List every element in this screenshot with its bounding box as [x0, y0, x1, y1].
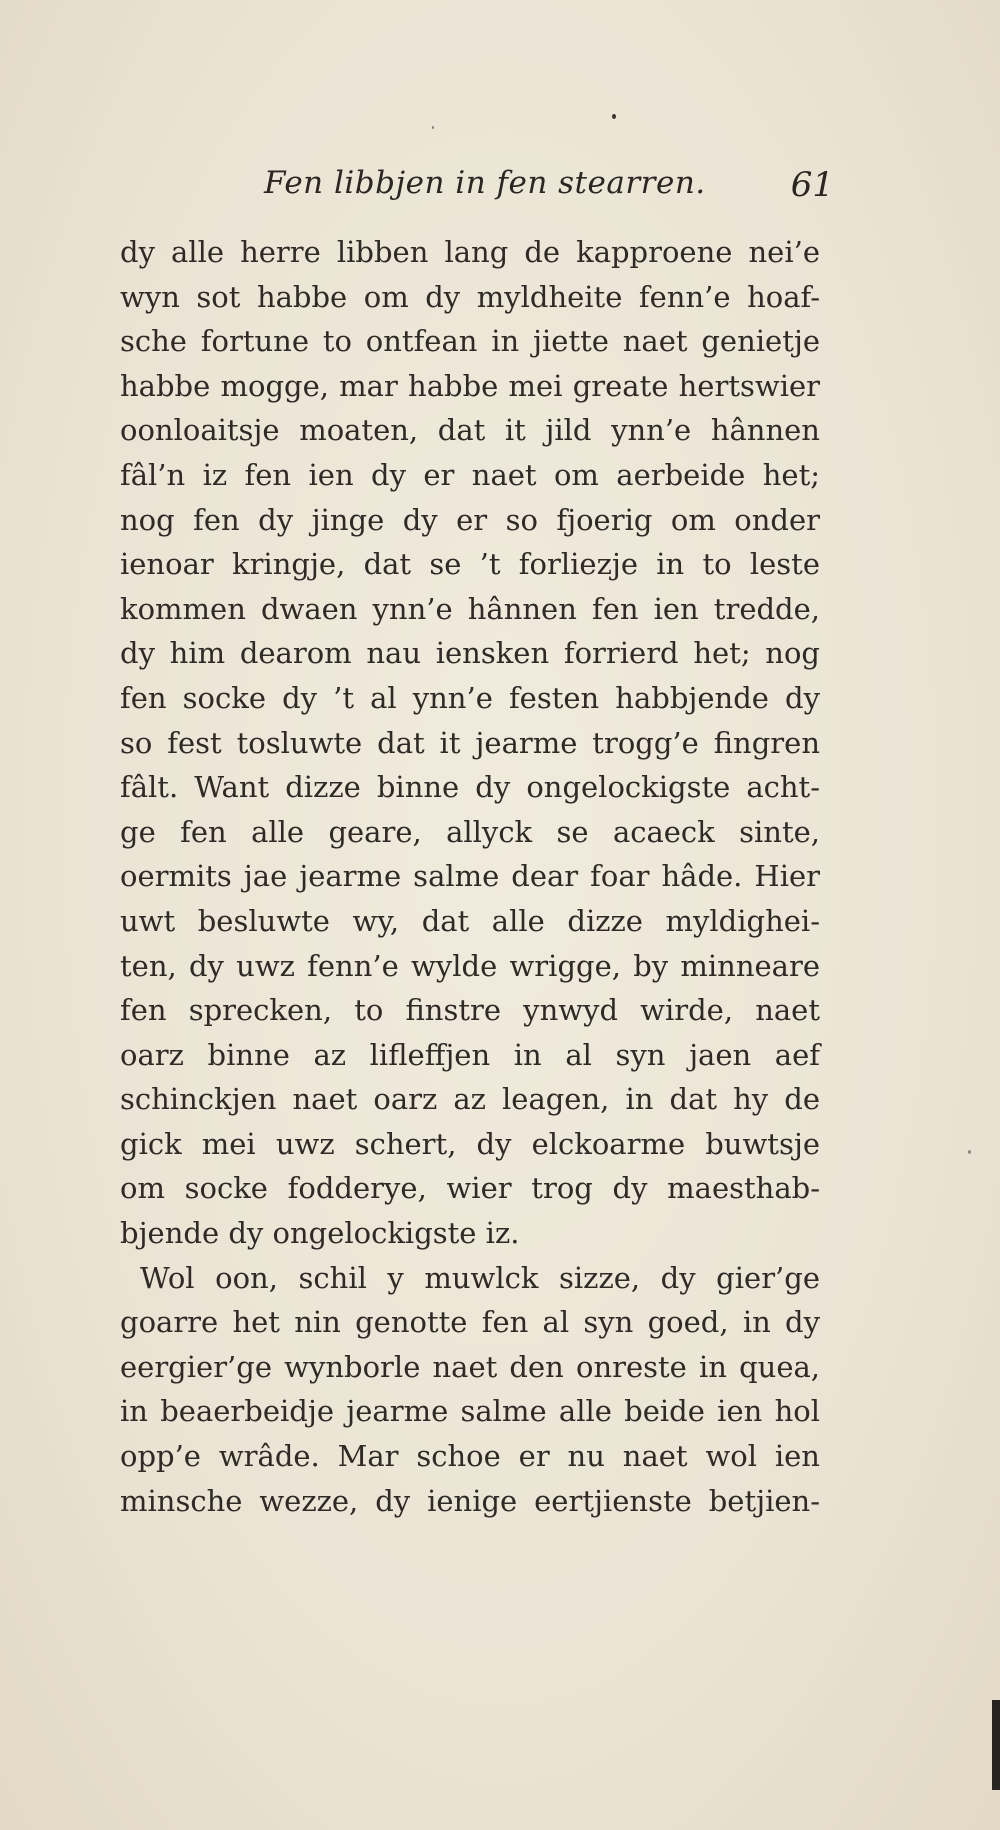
- text-line: dy him dearom nau iensken forrierd het; nog: [120, 636, 820, 671]
- text-line: gick mei uwz schert, dy elckoarme buwtsje: [120, 1126, 820, 1161]
- text-line: ge fen alle geare, allyck se acaeck sinte,: [120, 814, 820, 849]
- text-line: uwt besluwte wy, dat alle dizze myldighei-: [120, 903, 820, 938]
- text-line: wyn sot habbe om dy myldheite fenn’e hoaf-: [120, 279, 820, 314]
- running-title: Fen libbjen in fen stearren.: [264, 165, 706, 201]
- text-line: minsche wezze, dy ienige eertjienste betjien-: [120, 1483, 820, 1518]
- paragraph-1: [120, 230, 820, 1256]
- page-number: 61: [790, 165, 834, 205]
- text-line: dy alle herre libben lang de kapproene nei’e: [120, 235, 820, 269]
- text-line: fen socke dy ’t al ynn’e festen habbjende dy: [120, 680, 820, 715]
- text-line: nog fen dy jinge dy er so fjoerig om onder: [120, 502, 820, 537]
- text-line: schinckjen naet oarz az leagen, in dat hy de: [120, 1082, 820, 1117]
- text-line: kommen dwaen ynn’e hânnen fen ien tredde,: [120, 591, 820, 626]
- text-line: oonloaitsje moaten, dat it jild ynn’e hânnen: [120, 413, 820, 448]
- ink-speck: [612, 114, 616, 119]
- ink-speck: [432, 126, 434, 129]
- text-line: so fest tosluwte dat it jearme trogg’e fingren: [120, 725, 820, 760]
- text-line: Wol oon, schil y muwlck sizze, dy gier’ge: [140, 1260, 820, 1295]
- text-line: oarz binne az lifleffjen in al syn jaen aef: [120, 1037, 820, 1072]
- text-line: fâl’n iz fen ien dy er naet om aerbeide het;: [120, 457, 820, 492]
- text-line: sche fortune to ontfean in jiette naet genietje: [120, 324, 820, 359]
- ink-speck: [968, 1150, 971, 1154]
- body-text: [120, 230, 820, 1523]
- text-line: goarre het nin genotte fen al syn goed, in dy: [120, 1305, 820, 1340]
- text-line: om socke fodderye, wier trog dy maesthab-: [120, 1171, 820, 1206]
- text-line: eergier’ge wynborle naet den onreste in quea,: [120, 1349, 820, 1384]
- text-line: fâlt. Want dizze binne dy ongelockigste acht-: [120, 770, 820, 805]
- text-line: opp’e wrâde. Mar schoe er nu naet wol ien: [120, 1439, 820, 1474]
- paragraph-2: [120, 1256, 820, 1524]
- text-line: habbe mogge, mar habbe mei greate hertswier: [120, 368, 820, 403]
- text-line: fen sprecken, to finstre ynwyd wirde, naet: [120, 993, 820, 1028]
- text-line: ienoar kringje, dat se ’t forliezje in to leste: [120, 547, 820, 582]
- page-header: [264, 165, 834, 215]
- text-line: oermits jae jearme salme dear foar hâde. Hier: [120, 859, 820, 894]
- page-edge-mark: [992, 1700, 1000, 1790]
- text-line: in beaerbeidje jearme salme alle beide ien hol: [120, 1394, 820, 1429]
- text-line: ten, dy uwz fenn’e wylde wrigge, by minneare: [120, 948, 820, 983]
- text-line: bjende dy ongelockigste iz.: [120, 1216, 520, 1251]
